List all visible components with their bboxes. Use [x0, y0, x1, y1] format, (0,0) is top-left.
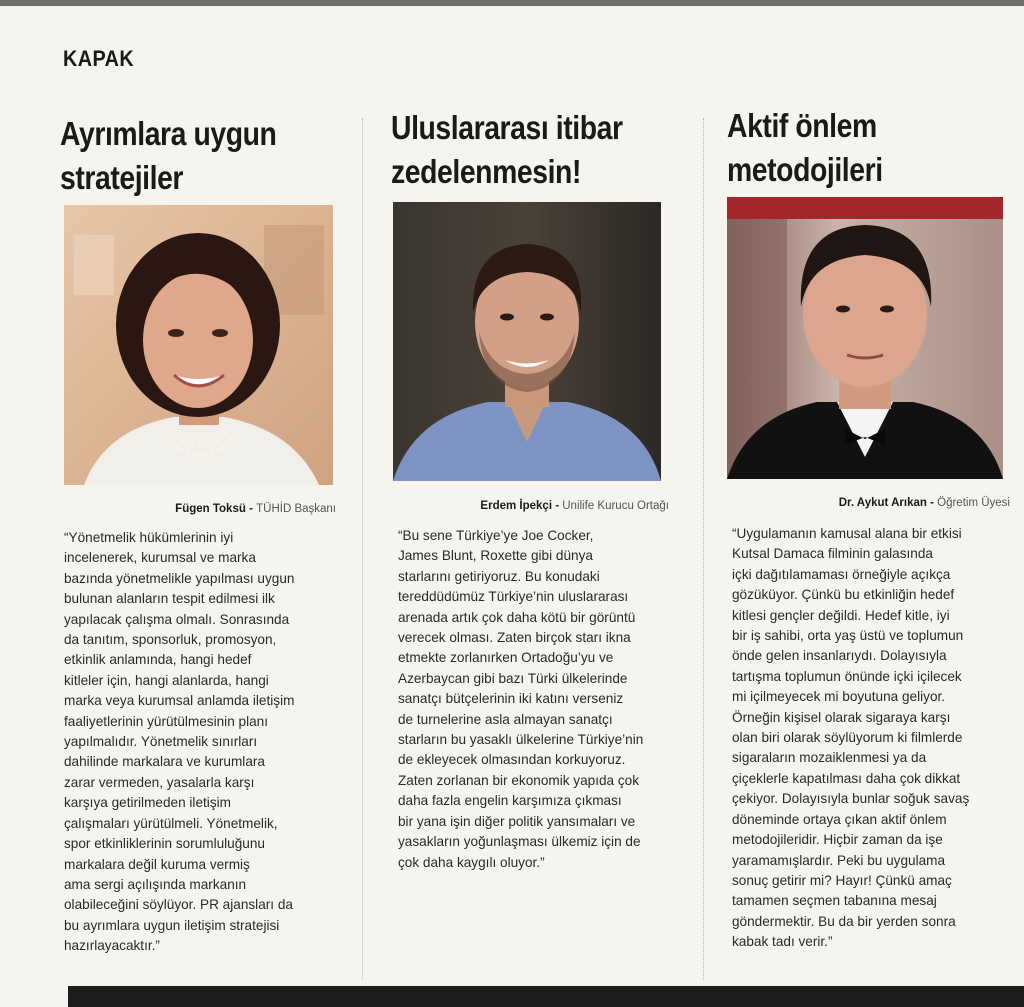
section-label: KAPAK — [63, 46, 135, 71]
body-line: sigaraların mozaiklenmesi ya da — [732, 750, 927, 766]
article-headline — [727, 104, 883, 192]
body-line: hazırlayacaktır.” — [64, 938, 160, 954]
body-line: tamamen seçmen tabanına mesaj — [732, 893, 937, 909]
body-line: önde gelen insanlarıydı. Dolayısıyla — [732, 648, 947, 664]
body-line: spor etkinliklerinin sorumluluğunu — [64, 836, 265, 852]
body-line: daha fazla engelin karşımıza çıkması — [398, 793, 622, 809]
credit-separator: - — [926, 497, 938, 509]
body-line: bir iş sahibi, orta yaş üstü ve toplumun — [732, 628, 964, 644]
headline-line: zedelenmesin! — [391, 153, 581, 190]
article-credit — [839, 497, 1010, 509]
body-line: Kutsal Damaca filminin galasında — [732, 546, 933, 562]
body-line: Örneğin kişisel olarak sigaraya karşı — [732, 709, 951, 725]
body-line: “Bu sene Türkiye’ye Joe Cocker, — [398, 528, 594, 543]
body-line: bir yana işin diğer politik yansımaları ve — [398, 813, 636, 829]
body-line: etmekte zorlanırken Ortadoğu’yu ve — [398, 650, 614, 666]
body-line: Zaten zorlanan bir ekonomik yapıda çok — [398, 772, 640, 788]
body-line: ama sergi açılışında markanın — [64, 876, 247, 892]
body-line: kitlesi gençler değildi. Hedef kitle, iyi — [732, 607, 950, 623]
portrait-woman-photo — [64, 205, 333, 485]
body-line: gözüküyor. Çünkü bu etkinliğin hedef — [732, 587, 955, 603]
article-credit — [480, 500, 669, 512]
column-divider — [362, 118, 363, 980]
body-line: olan biri olarak söylüyorum ki filmlerde — [732, 730, 963, 746]
body-line: sanatçı bütçelerinin iki katını verseniz — [398, 691, 624, 707]
body-line: zarar vermeden, yasalarla karşı — [64, 774, 255, 790]
body-line: dahilinde markalara ve kurumlara — [64, 754, 265, 770]
body-line: yaramamışlardır. Peki bu uygulama — [732, 852, 946, 868]
body-line: de ekleyecek olmasından korkuyoruz. — [398, 752, 626, 768]
body-line: bazında yönetmelikle yapılması uygun — [64, 570, 295, 586]
headline-line: stratejiler — [60, 159, 184, 196]
body-line: kitleler için, hangi alanlarda, hangi — [64, 672, 269, 688]
body-line: “Yönetmelik hükümlerinin iyi — [64, 530, 234, 545]
headline-line: Aktif önlem — [727, 107, 877, 144]
body-line: çiçeklerle kapatılması daha çok dikkat — [732, 770, 961, 786]
credit-separator: - — [245, 503, 257, 515]
credit-role: TÜHİD Başkanı — [256, 503, 336, 515]
body-line: James Blunt, Roxette gibi dünya — [398, 548, 593, 564]
column-divider — [703, 118, 704, 980]
body-line: çok daha kaygılı oluyor.” — [398, 854, 545, 870]
credit-role: Unilife Kurucu Ortağı — [562, 500, 669, 512]
body-line: incelenerek, kurumsal ve marka — [64, 550, 256, 566]
credit-name: Fügen Toksü — [175, 503, 246, 515]
body-line: yapılmalıdır. Yönetmelik sınırları — [64, 734, 258, 750]
body-line: kabak tadı verir.” — [732, 934, 833, 950]
portrait-young-man-photo — [393, 202, 661, 481]
article-body — [64, 528, 294, 957]
credit-role: Öğretim Üyesi — [937, 497, 1010, 509]
body-line: bulunan alanların tespit edilmesi ilk — [64, 591, 275, 607]
body-line: mi içilmeyecek mi boyutuna geliyor. — [732, 689, 946, 705]
credit-name: Dr. Aykut Arıkan — [838, 497, 927, 509]
body-line: tereddüdümüz Türkiye’nin uluslararası — [398, 589, 629, 605]
body-line: marka veya kurumsal anlamda iletişim — [64, 693, 295, 709]
body-line: döneminde ortaya çıkan aktif önlem — [732, 811, 947, 827]
body-line: bu ayrımlara uygun iletişim stratejisi — [64, 917, 280, 933]
credit-separator: - — [552, 500, 563, 512]
portrait-man-bowtie-photo — [727, 197, 1003, 479]
credit-name: Erdem İpekçi — [480, 500, 553, 512]
article-body — [732, 524, 969, 953]
body-line: Azerbaycan gibi bazı Türki ülkelerinde — [398, 670, 628, 686]
article-credit — [175, 503, 336, 515]
body-line: çekiyor. Dolayısıyla bunlar soğuk savaş — [732, 791, 970, 807]
article-body — [398, 526, 643, 873]
body-line: sonuç getirir mi? Hayır! Çünkü amaç — [732, 872, 952, 888]
bottom-bar — [68, 986, 1024, 1007]
headline-line: Ayrımlara uygun — [60, 115, 277, 152]
body-line: starların bu yasaklı ülkelerine Türkiye’nin — [398, 732, 644, 748]
body-line: faaliyetlerinin yürütülmesinin planı — [64, 713, 269, 729]
body-line: metodojileridir. Hiçbir zaman da işe — [732, 832, 943, 848]
body-line: arenada artık çok daha kötü bir görüntü — [398, 609, 636, 625]
top-rule — [0, 0, 1024, 6]
body-line: starlarını getiriyoruz. Bu konudaki — [398, 568, 600, 584]
body-line: göndermektir. Bu da bir yerden sonra — [732, 913, 956, 929]
article-headline — [60, 112, 276, 200]
body-line: olabileceğini söylüyor. PR ajansları da — [64, 897, 293, 913]
article-headline — [391, 106, 623, 194]
body-line: tartışma toplumun önünde içki içilecek — [732, 668, 962, 684]
body-line: markalara değil kuruma vermiş — [64, 856, 250, 872]
body-line: çalışmaları yürütülmeli. Yönetmelik, — [64, 815, 278, 831]
body-line: etkinlik anlamında, hangi hedef — [64, 652, 252, 668]
body-line: de turnelerine asla almayan sanatçı — [398, 711, 613, 727]
body-line: karşıya getirilmeden iletişim — [64, 795, 231, 811]
body-line: içki dağıtılamaması örneğiyle açıkça — [732, 566, 951, 582]
body-line: “Uygulamanın kamusal alana bir etkisi — [732, 526, 962, 541]
headline-line: metodojileri — [727, 151, 883, 188]
body-line: da tanıtım, sponsorluk, promosyon, — [64, 632, 277, 648]
body-line: verecek olması. Zaten birçok starı ikna — [398, 630, 631, 646]
body-line: yapılacak çalışma olmalı. Sonrasında — [64, 611, 290, 627]
body-line: yasakların yoğunlaşması ülkemiz için de — [398, 834, 641, 850]
headline-line: Uluslararası itibar — [391, 109, 623, 146]
